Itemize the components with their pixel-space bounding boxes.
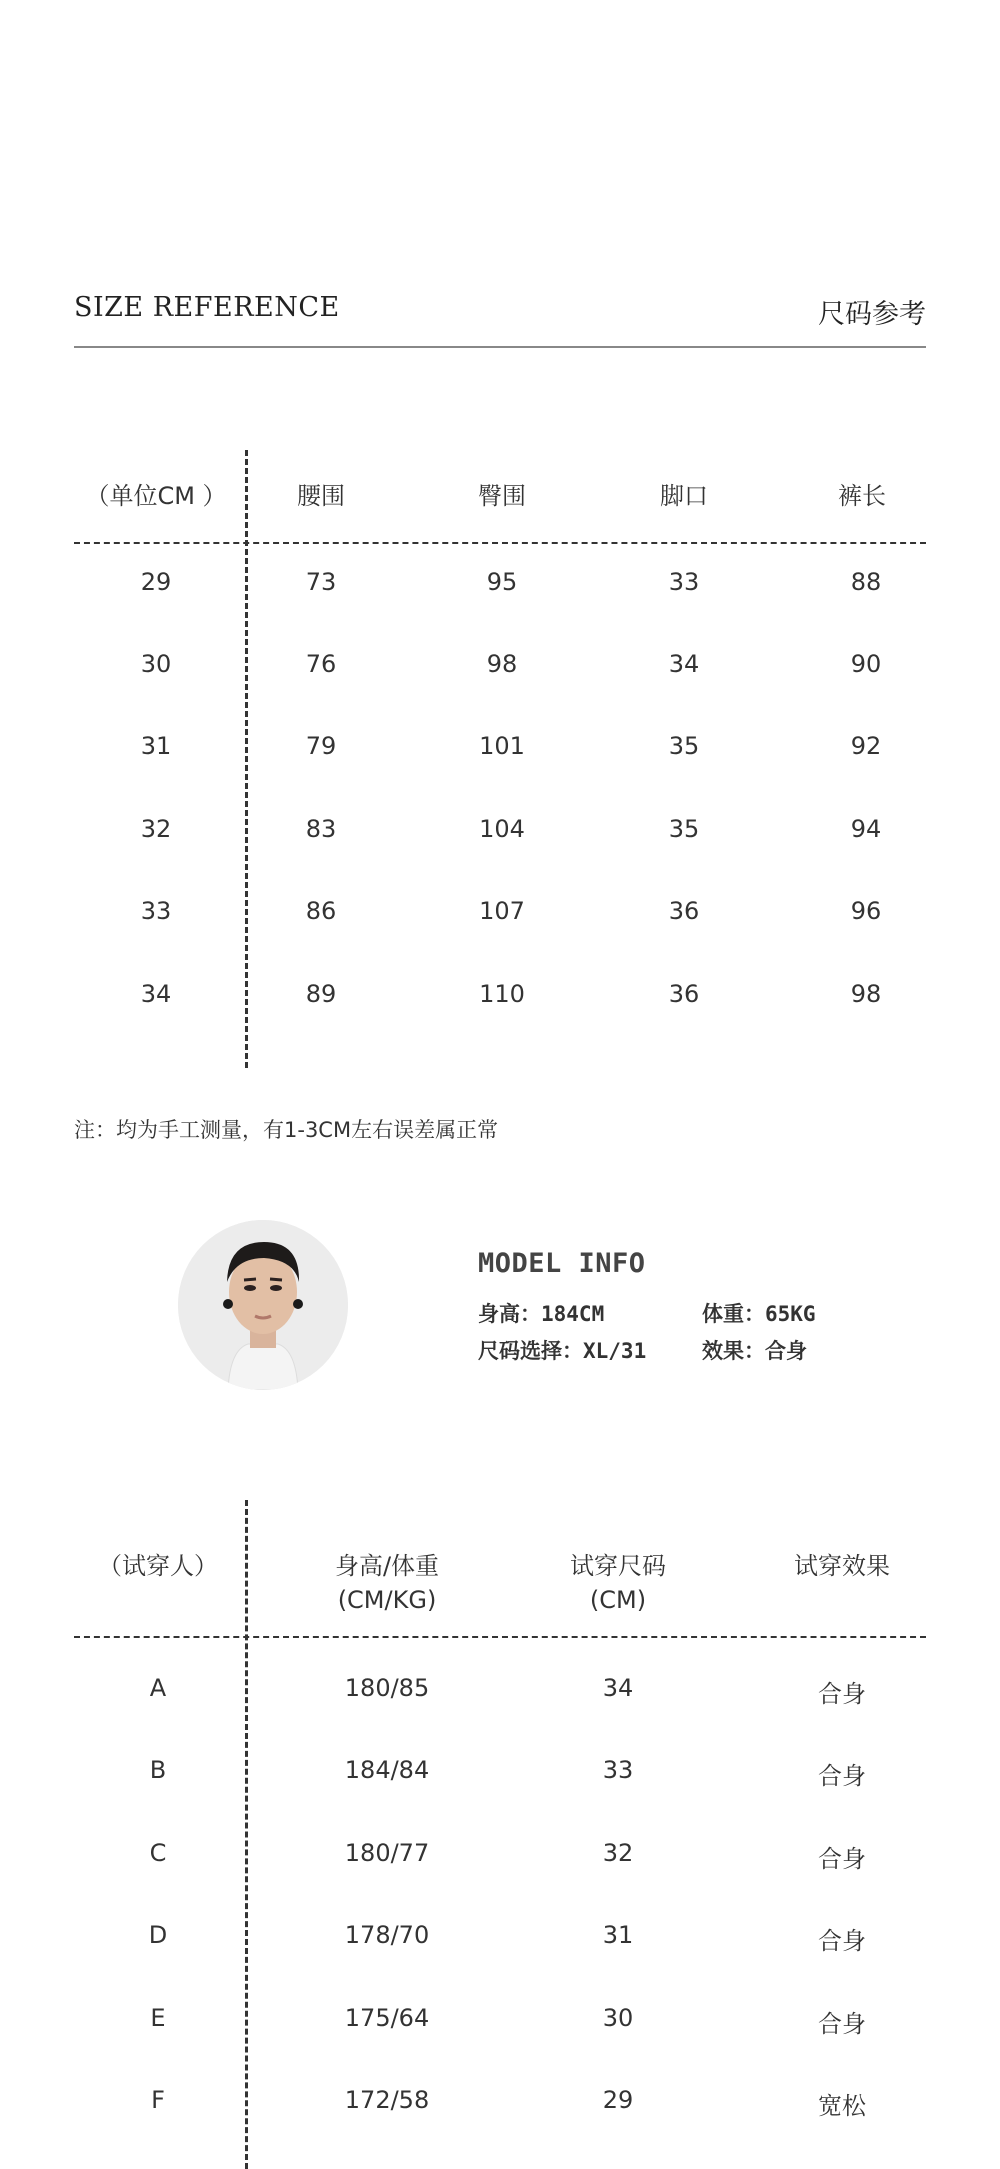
cell-size: 32 <box>140 815 172 843</box>
cell-size: 33 <box>140 897 172 925</box>
cell-tryon-size: 31 <box>602 1921 634 1949</box>
cell-waist: 89 <box>305 980 337 1008</box>
column-header-waist: 腰围 <box>297 482 345 510</box>
column-header-height-weight: 身高/体重 <box>334 1552 440 1580</box>
cell-waist: 73 <box>305 568 337 596</box>
model-height: 身高：184CM <box>478 1302 605 1326</box>
tryon-table-vertical-divider <box>245 1500 248 2169</box>
cell-waist: 83 <box>305 815 337 843</box>
model-portrait <box>178 1220 348 1390</box>
column-header-length: 裤长 <box>838 482 886 510</box>
avatar <box>178 1220 348 1390</box>
column-header-tester: （试穿人） <box>98 1552 218 1580</box>
section-title-en: SIZE REFERENCE <box>74 292 340 323</box>
cell-length: 96 <box>850 897 882 925</box>
cell-hip: 104 <box>479 815 525 843</box>
cell-hem: 35 <box>668 732 700 760</box>
cell-length: 92 <box>850 732 882 760</box>
measurement-note: 注：均为手工测量，有1-3CM左右误差属正常 <box>74 1118 499 1142</box>
cell-tester: E <box>150 2004 166 2032</box>
cell-waist: 86 <box>305 897 337 925</box>
column-header-hem: 脚口 <box>660 482 708 510</box>
cell-tryon-effect: 合身 <box>818 1927 866 1955</box>
cell-hem: 33 <box>668 568 700 596</box>
cell-length: 90 <box>850 650 882 678</box>
cell-tryon-effect: 合身 <box>818 1680 866 1708</box>
cell-height-weight: 172/58 <box>344 2086 430 2114</box>
section-title-cn: 尺码参考 <box>818 299 926 330</box>
cell-tester: B <box>149 1756 167 1784</box>
cell-tryon-effect: 合身 <box>818 1845 866 1873</box>
cell-tryon-size: 34 <box>602 1674 634 1702</box>
cell-waist: 76 <box>305 650 337 678</box>
cell-tester: D <box>148 1921 168 1949</box>
cell-hem: 35 <box>668 815 700 843</box>
cell-height-weight: 180/77 <box>344 1839 430 1867</box>
column-header-tryon-size: 试穿尺码 <box>570 1552 666 1580</box>
tryon-table-header-divider <box>74 1636 926 1638</box>
cell-tryon-effect: 合身 <box>818 2010 866 2038</box>
cell-hip: 95 <box>486 568 518 596</box>
column-header-unit: （单位CM ） <box>85 482 227 510</box>
cell-tester: A <box>149 1674 167 1702</box>
cell-length: 94 <box>850 815 882 843</box>
model-info-title: MODEL INFO <box>478 1248 646 1279</box>
cell-size: 31 <box>140 732 172 760</box>
cell-hip: 98 <box>486 650 518 678</box>
cell-length: 88 <box>850 568 882 596</box>
cell-height-weight: 178/70 <box>344 1921 430 1949</box>
cell-tryon-size: 29 <box>602 2086 634 2114</box>
cell-hem: 34 <box>668 650 700 678</box>
cell-tryon-size: 32 <box>602 1839 634 1867</box>
cell-tryon-effect: 宽松 <box>818 2092 866 2120</box>
model-weight: 体重：65KG <box>702 1302 816 1326</box>
header-divider <box>74 346 926 348</box>
size-table-header-divider <box>74 542 926 544</box>
cell-hem: 36 <box>668 980 700 1008</box>
cell-hip: 107 <box>479 897 525 925</box>
cell-tester: F <box>151 2086 165 2114</box>
cell-waist: 79 <box>305 732 337 760</box>
column-unit-height-weight: (CM/KG) <box>337 1586 437 1614</box>
cell-size: 30 <box>140 650 172 678</box>
cell-hip: 110 <box>479 980 525 1008</box>
column-header-hip: 臀围 <box>478 482 526 510</box>
column-header-tryon-effect: 试穿效果 <box>794 1552 890 1580</box>
column-unit-tryon-size: (CM) <box>589 1586 647 1614</box>
cell-tryon-size: 33 <box>602 1756 634 1784</box>
model-size: 尺码选择：XL/31 <box>478 1339 647 1363</box>
cell-hip: 101 <box>479 732 525 760</box>
cell-hem: 36 <box>668 897 700 925</box>
model-effect: 效果：合身 <box>702 1339 807 1363</box>
cell-length: 98 <box>850 980 882 1008</box>
cell-size: 29 <box>140 568 172 596</box>
cell-height-weight: 180/85 <box>344 1674 430 1702</box>
cell-height-weight: 175/64 <box>344 2004 430 2032</box>
cell-height-weight: 184/84 <box>344 1756 430 1784</box>
cell-size: 34 <box>140 980 172 1008</box>
cell-tryon-effect: 合身 <box>818 1762 866 1790</box>
cell-tester: C <box>149 1839 167 1867</box>
cell-tryon-size: 30 <box>602 2004 634 2032</box>
